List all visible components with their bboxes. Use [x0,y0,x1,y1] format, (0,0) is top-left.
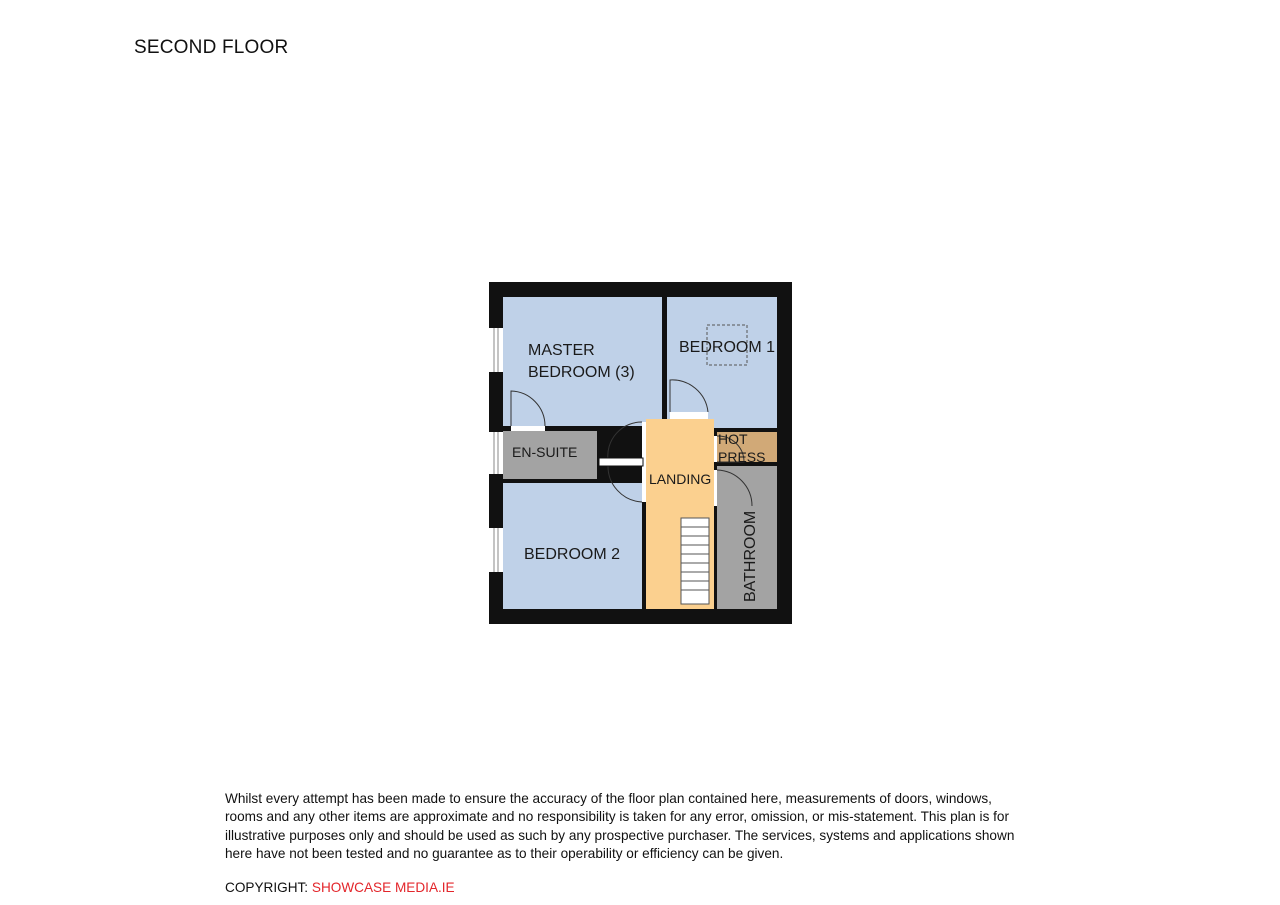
floor-title: SECOND FLOOR [134,37,289,58]
copyright-label: COPYRIGHT: [225,880,309,895]
copyright-brand: SHOWCASE MEDIA.IE [311,880,455,895]
room-master-bedroom [503,297,662,426]
window-master [489,328,503,372]
label-hot-line2: PRESS [718,449,766,465]
label-ensuite: EN-SUITE [512,444,578,460]
label-hot-line1: HOT [718,431,748,447]
label-bedroom-1: BEDROOM 1 [679,339,776,356]
disclaimer-line-2: rooms and any other items are approximate and no responsibility is taken for any error, omission, or mis-statement. This plan is for [225,809,1010,825]
stairs [681,518,709,604]
window-bedroom2 [489,528,503,572]
room-bedroom-1 [667,297,777,428]
ensuite-door-line [599,458,643,466]
disclaimer-line-4: here have not been tested and no guarantee as to their operability or efficiency can be given. [225,846,784,862]
disclaimer [225,790,1065,864]
label-landing: LANDING [649,471,712,487]
disclaimer-line-1: Whilst every attempt has been made to ensure the accuracy of the floor plan contained here, measurements of doors, windows, [225,791,992,806]
label-master-line1: MASTER [528,342,595,359]
door-gap-hot-press [714,436,717,462]
copyright [225,880,455,895]
door-gap-bedroom1 [670,412,708,419]
door-gap-bathroom [714,470,717,506]
window-ensuite [489,432,503,474]
door-gap-master [511,426,545,431]
label-bathroom: BATHROOM [742,510,759,602]
label-master-line2: BEDROOM (3) [528,364,635,381]
label-bedroom-2: BEDROOM 2 [524,546,621,563]
disclaimer-line-3: illustrative purposes only and should be used as such by any prospective purchaser. The services, systems and applications shown [225,827,1015,843]
